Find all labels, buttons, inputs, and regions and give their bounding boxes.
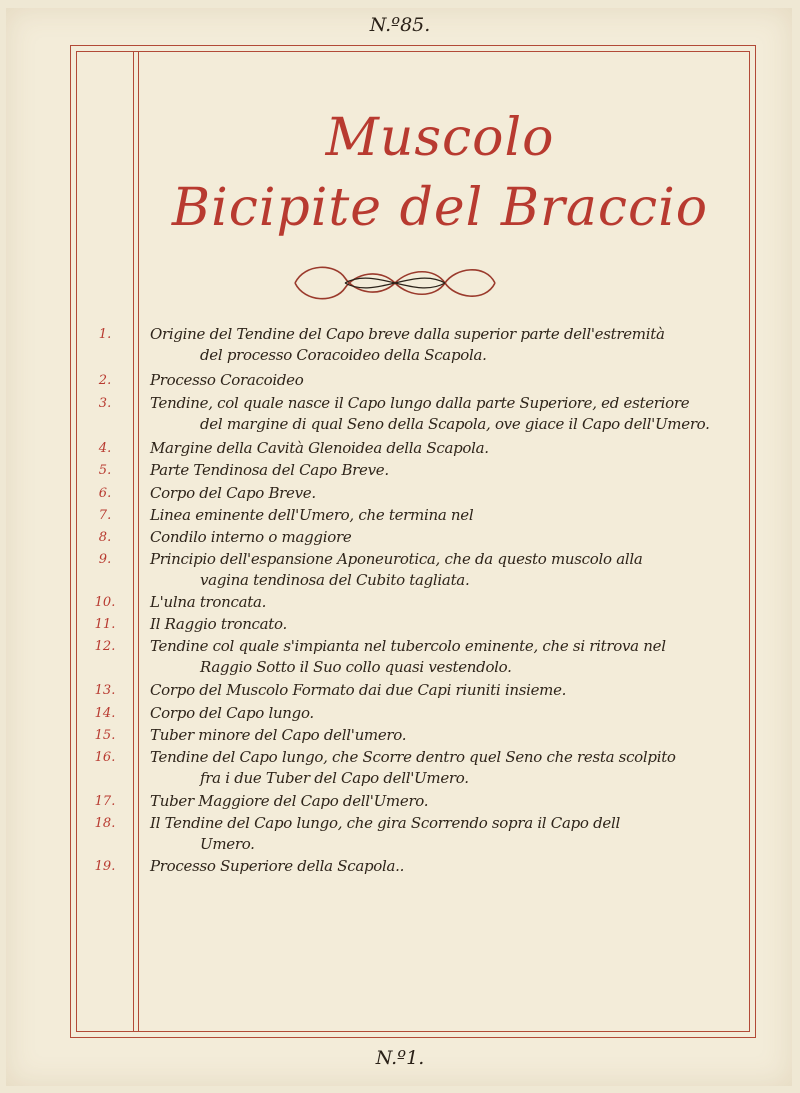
entry-number: 19. (94, 859, 116, 874)
entry-number: 18. (94, 816, 116, 831)
entry-number: 4. (98, 441, 112, 456)
entry-text: Margine della Cavità Glenoidea della Scapola. (150, 439, 489, 457)
page-title-line1: Muscolo (325, 108, 555, 168)
margin-rule-left (133, 51, 134, 1032)
entry-text: Tendine, col quale nasce il Capo lungo dalla parte Superiore, ed esteriore (150, 394, 690, 412)
entry-number: 6. (98, 486, 112, 501)
entry-number: 15. (94, 728, 116, 743)
entry-text: Linea eminente dell'Umero, che termina nel (150, 506, 474, 524)
entry-text: fra i due Tuber del Capo dell'Umero. (200, 769, 469, 787)
entry-text: Tuber minore del Capo dell'umero. (150, 726, 407, 744)
folio-number-bottom: N.º1. (375, 1047, 425, 1069)
page-title-line2: Bicipite del Braccio (171, 178, 709, 238)
entry-text: Parte Tendinosa del Capo Breve. (150, 461, 389, 479)
entry-number: 1. (98, 327, 112, 342)
entry-text: Processo Superiore della Scapola.. (150, 857, 405, 875)
entry-text: Corpo del Muscolo Formato dai due Capi riuniti insieme. (150, 681, 567, 699)
entry-number: 9. (98, 552, 112, 567)
entry-number: 12. (94, 639, 116, 654)
entry-text: Il Raggio troncato. (150, 615, 287, 633)
entry-number: 3. (98, 396, 112, 411)
entry-text: L'ulna troncata. (150, 593, 267, 611)
entry-number: 8. (98, 530, 112, 545)
entry-text: Origine del Tendine del Capo breve dalla superior parte dell'estremità (150, 325, 665, 343)
entry-text: Condilo interno o maggiore (150, 528, 352, 546)
entry-text: del margine di qual Seno della Scapola, ove giace il Capo dell'Umero. (200, 415, 710, 433)
entry-number: 2. (98, 373, 112, 388)
entry-text: vagina tendinosa del Cubito tagliata. (200, 571, 470, 589)
entry-text: Corpo del Capo lungo. (150, 704, 314, 722)
entry-text: Il Tendine del Capo lungo, che gira Scorrendo sopra il Capo dell (150, 814, 620, 832)
entry-number: 7. (98, 508, 112, 523)
entry-number: 10. (94, 595, 116, 610)
margin-rule-right (138, 51, 139, 1032)
entry-text: Principio dell'espansione Aponeurotica, che da questo muscolo alla (150, 550, 643, 568)
entry-text: Umero. (200, 835, 255, 853)
entry-text: Raggio Sotto il Suo collo quasi vestendolo. (200, 658, 512, 676)
folio-number-top: N.º85. (369, 14, 431, 36)
entry-number: 5. (98, 463, 112, 478)
entry-number: 11. (94, 617, 116, 632)
entry-text: Tendine col quale s'impianta nel tubercolo eminente, che si ritrova nel (150, 637, 666, 655)
entry-number: 14. (94, 706, 116, 721)
entry-text: del processo Coracoideo della Scapola. (200, 346, 487, 364)
entry-number: 17. (94, 794, 116, 809)
calligraphic-flourish (285, 258, 505, 308)
entry-text: Corpo del Capo Breve. (150, 484, 316, 502)
entry-number: 13. (94, 683, 116, 698)
entry-text: Tuber Maggiore del Capo dell'Umero. (150, 792, 429, 810)
entry-number: 16. (94, 750, 116, 765)
entry-text: Processo Coracoideo (150, 371, 304, 389)
entry-text: Tendine del Capo lungo, che Scorre dentro quel Seno che resta scolpito (150, 748, 676, 766)
